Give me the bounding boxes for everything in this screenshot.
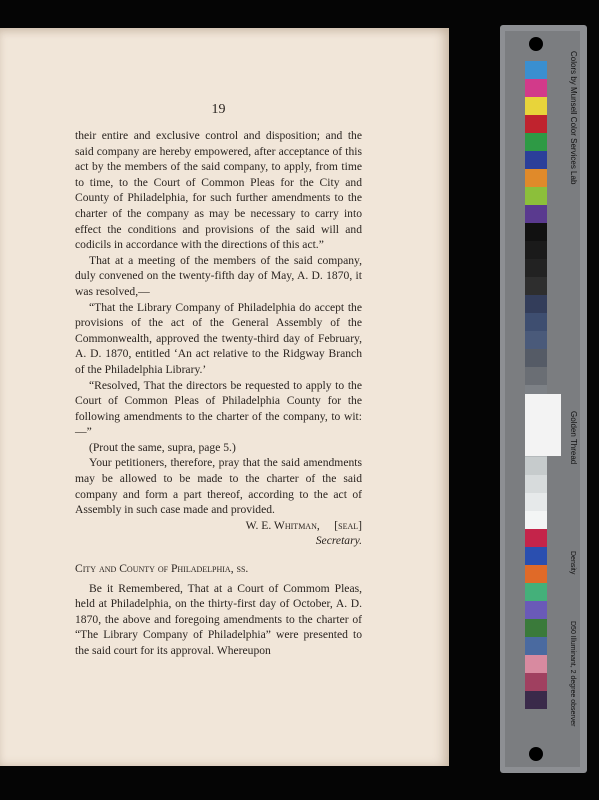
- color-swatch: [525, 331, 547, 349]
- color-swatch: [525, 583, 547, 601]
- color-swatch: [525, 241, 547, 259]
- color-calibration-ruler: [500, 25, 587, 773]
- ruler-density-label: Density: [569, 551, 576, 575]
- ruler-hole-top: [529, 37, 543, 51]
- document-page: [0, 28, 449, 766]
- color-swatch: [525, 313, 547, 331]
- paragraph-4: “Resolved, That the directors be requested to apply to the Court of Common Pleas of Philadelphia County for the following amendments to the charter of the company, to wit:—”: [75, 378, 362, 439]
- closing-paragraph: Be it Remembered, That at a Court of Commom Pleas, held at Philadelphia, on the thirty-first day of October, A. D. 1870, the above and foregoing amendments to the charter of “The Library Company of Philadelphia” were presented to the said court for its approval. Whereupon: [75, 581, 362, 657]
- ruler-label-top: Colors by Munsell Color Services Lab: [569, 51, 578, 185]
- color-swatch: [525, 673, 547, 691]
- color-swatch: [525, 205, 547, 223]
- color-swatch: [525, 349, 547, 367]
- golden-thread-logo: [525, 394, 561, 456]
- color-swatch: [525, 601, 547, 619]
- paragraph-2: That at a meeting of the members of the said company, duly convened on the twenty-fifth day of May, A. D. 1870, it was resolved,—: [75, 253, 362, 298]
- signature-seal: [seal]: [334, 518, 362, 532]
- color-swatch: [525, 259, 547, 277]
- page-number: 19: [211, 102, 226, 117]
- color-swatch: [525, 277, 547, 295]
- section-gap: [75, 549, 362, 561]
- color-swatch: [525, 133, 547, 151]
- signature-line: [75, 518, 362, 534]
- color-swatch: [525, 511, 547, 529]
- ruler-label-bottom: D50 Illuminant, 2 degree observer: [569, 621, 576, 727]
- paragraph-1: their entire and exclusive control and disposition; and the said company are hereby empowered, after acceptance of this act by the members of the said company, to apply, from time to time, to the Court of Common Pleas for the City and County of Philadelphia, for such further amendments to the charter of the company as may be necessary to carry into effect the conditions and provisions of the said will and codicils in accordance with the directions of this act.”: [75, 129, 362, 252]
- color-swatch: [525, 97, 547, 115]
- color-swatch: [525, 529, 547, 547]
- color-swatch: [525, 619, 547, 637]
- color-swatch: [525, 565, 547, 583]
- color-swatch: [525, 79, 547, 97]
- page-text-block: [75, 102, 362, 659]
- paragraph-5: (Prout the same, supra, page 5.): [89, 440, 236, 454]
- ruler-body: [505, 31, 580, 767]
- color-swatch: [525, 547, 547, 565]
- signature-title: Secretary.: [315, 534, 362, 548]
- paragraph-6: Your petitioners, therefore, pray that the said amendments may be allowed to be made to the charter of the said company and form a part thereof, according to the act of Assembly in such case made and provided.: [75, 456, 362, 517]
- color-swatch: [525, 655, 547, 673]
- color-swatch: [525, 169, 547, 187]
- color-swatch: [525, 457, 547, 475]
- color-swatch: [525, 691, 547, 709]
- paragraph-3: “That the Library Company of Philadelphia do accept the provisions of the act of the General Assembly of the Commonwealth, approved the twenty-third day of February, A. D. 1870, entitled ‘An act relative to the Ridgway Branch of the Philadelphia Library.’: [75, 300, 362, 376]
- color-swatch: [525, 475, 547, 493]
- color-swatch: [525, 61, 547, 79]
- color-swatch: [525, 151, 547, 169]
- color-swatch: [525, 637, 547, 655]
- color-swatch: [525, 223, 547, 241]
- color-swatch: [525, 493, 547, 511]
- ruler-label-mid: Golden Thread: [569, 411, 578, 465]
- ruler-hole-bottom: [529, 747, 543, 761]
- color-swatch: [525, 295, 547, 313]
- color-swatch: [525, 187, 547, 205]
- color-swatch: [525, 367, 547, 385]
- signature-name: W. E. Whitman,: [245, 518, 320, 532]
- color-swatch-column: [525, 61, 547, 709]
- county-heading: City and County of Philadelphia, ss.: [75, 562, 249, 576]
- color-swatch: [525, 115, 547, 133]
